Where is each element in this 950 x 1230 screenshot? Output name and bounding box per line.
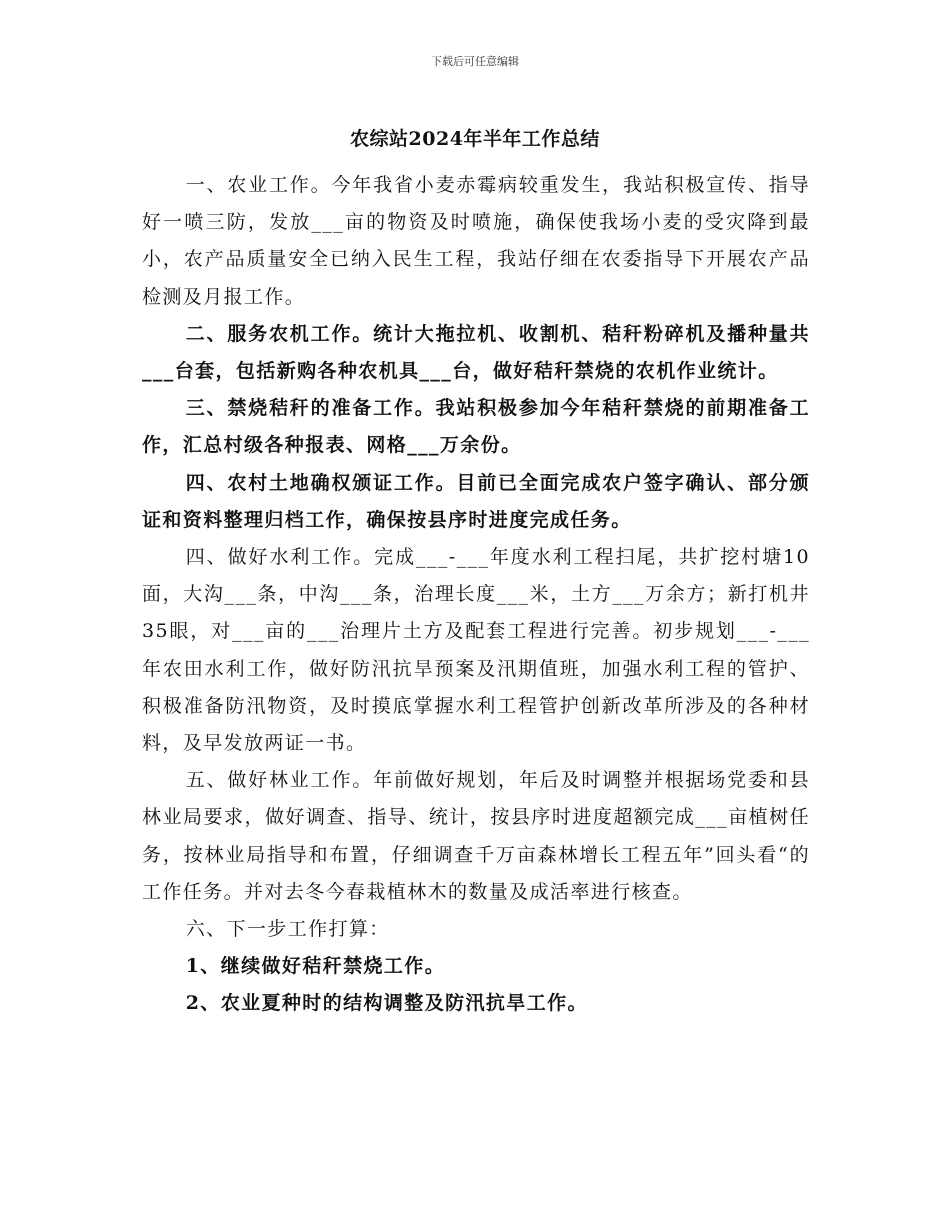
list-item-next-step-1: 1、继续做好秸秆禁烧工作。 (185, 955, 446, 978)
paragraph-next-steps-heading: 六、下一步工作打算： (185, 918, 390, 941)
list-item-next-step-2: 2、农业夏种时的结构调整及防汛抗旱工作。 (185, 992, 588, 1015)
document-body (142, 167, 810, 1023)
paragraph-straw-burning-ban: 三、禁烧秸秆的准备工作。我站积极参加今年秸秆禁烧的前期准备工作，汇总村级各种报表、网格___万余份。 (142, 397, 810, 457)
page-header-note: 下载后可任意编辑 (431, 55, 519, 68)
paragraph-land-rights: 四、农村土地确权颁证工作。目前已全面完成农户签字确认、部分颁证和资料整理归档工作，确保按县序时进度完成任务。 (142, 471, 810, 531)
paragraph-agriculture: 一、农业工作。今年我省小麦赤霉病较重发生，我站积极宣传、指导好一喷三防，发放___亩的物资及时喷施，确保使我场小麦的受灾降到最小，农产品质量安全已纳入民生工程，我站仔细在农委指导下开展农产品检测及月报工作。 (142, 174, 810, 308)
paragraph-water-conservancy: 四、做好水利工作。完成___-___年度水利工程扫尾，共扩挖村塘10面，大沟___条，中沟___条，治理长度___米，土方___万余方；新打机井35眼，对___亩的___治理片土方及配套工程进行完善。初步规划___-___年农田水利工作，做好防汛抗旱预案及汛期值班，加强水利工程的管护、积极准备防汛物资，及时摸底掌握水利工程管护创新改革所涉及的各种材料，及早发放两证一书。 (142, 546, 810, 755)
paragraph-farm-machinery: 二、服务农机工作。统计大拖拉机、收割机、秸秆粉碎机及播种量共___台套，包括新购各种农机具___台，做好秸秆禁烧的农机作业统计。 (142, 322, 810, 383)
document-title: 农综站2024年半年工作总结 (350, 128, 600, 150)
paragraph-forestry: 五、做好林业工作。年前做好规划，年后及时调整并根据场党委和县林业局要求，做好调查、指导、统计，按县序时进度超额完成___亩植树任务，按林业局指导和布置，仔细调查千万亩森林增长工程五年”回头看“的工作任务。并对去冬今春栽植林木的数量及成活率进行核查。 (142, 769, 810, 903)
